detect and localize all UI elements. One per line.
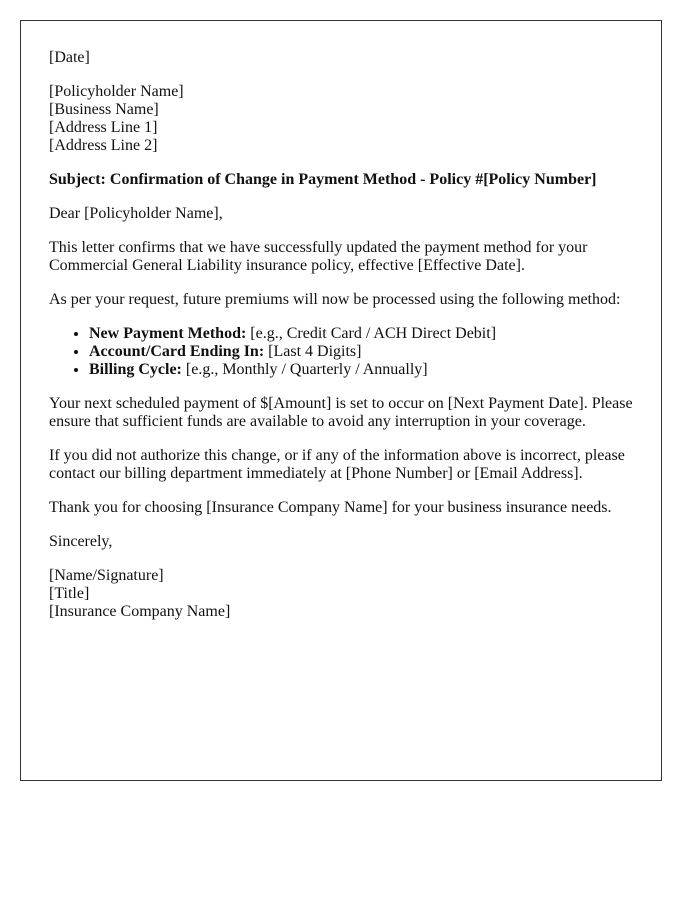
payment-details-list	[49, 325, 639, 379]
body-paragraph-contact: If you did not authorize this change, or if any of the information above is incorrect, please contact our billing department immediately at [Phone Number] or [Email Address].	[49, 447, 625, 482]
signature-title: [Title]	[49, 585, 90, 602]
detail-item-card-ending	[89, 343, 639, 361]
salutation: Dear [Policyholder Name],	[49, 205, 223, 222]
closing: Sincerely,	[49, 533, 113, 550]
detail-label: Billing Cycle:	[89, 361, 182, 378]
detail-value: [e.g., Monthly / Quarterly / Annually]	[181, 361, 428, 378]
body-paragraph-thanks: Thank you for choosing [Insurance Company Name] for your business insurance needs.	[49, 499, 612, 516]
body-paragraph-method-intro: As per your request, future premiums will now be processed using the following method:	[49, 291, 621, 308]
recipient-name: [Policyholder Name]	[49, 83, 184, 100]
detail-value: [Last 4 Digits]	[264, 343, 362, 360]
detail-item-billing-cycle	[89, 361, 639, 379]
signature-name: [Name/Signature]	[49, 567, 164, 584]
body-paragraph-confirmation: This letter confirms that we have successfully updated the payment method for your Commercial General Liability insurance policy, effective [Effective Date].	[49, 239, 588, 274]
letter-content	[49, 49, 639, 637]
letter-date: [Date]	[49, 49, 90, 66]
body-paragraph-next-payment: Your next scheduled payment of $[Amount] is set to occur on [Next Payment Date]. Please ensure that sufficient funds are available to avoid any interruption in your coverage.	[49, 395, 633, 430]
recipient-business: [Business Name]	[49, 101, 159, 118]
letter-subject: Subject: Confirmation of Change in Payment Method - Policy #[Policy Number]	[49, 171, 597, 188]
detail-item-payment-method	[89, 325, 639, 343]
detail-label: Account/Card Ending In:	[89, 343, 265, 360]
recipient-address-block	[49, 83, 639, 155]
signature-company: [Insurance Company Name]	[49, 603, 231, 620]
recipient-address-line-2: [Address Line 2]	[49, 137, 158, 154]
letter-page	[20, 20, 662, 781]
detail-value: [e.g., Credit Card / ACH Direct Debit]	[246, 325, 497, 342]
recipient-address-line-1: [Address Line 1]	[49, 119, 158, 136]
detail-label: New Payment Method:	[89, 325, 247, 342]
signature-block	[49, 567, 639, 621]
